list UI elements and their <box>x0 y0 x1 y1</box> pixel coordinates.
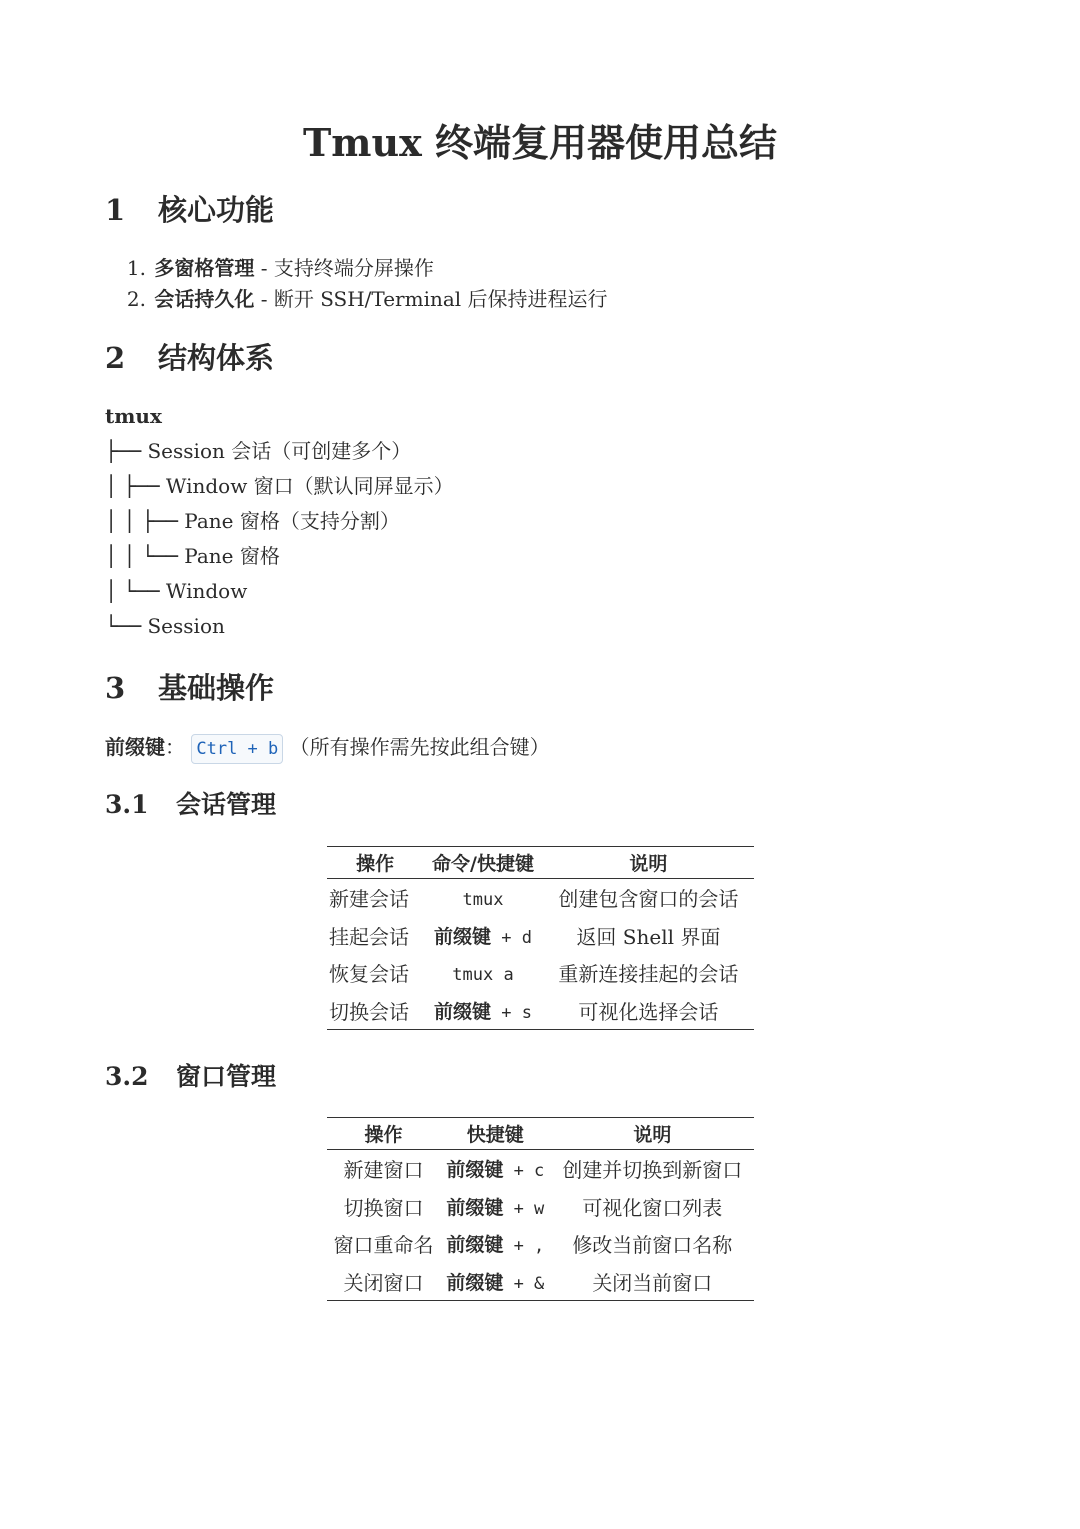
column-header: 快捷键 <box>440 1118 551 1150</box>
desc-cell: 创建并切换到新窗口 <box>562 1158 743 1183</box>
table-row <box>327 1188 754 1226</box>
list-item <box>120 284 608 315</box>
cmd-code: tmux <box>462 889 504 910</box>
section-number: 3.2 <box>105 1062 149 1091</box>
table-row <box>327 1150 754 1188</box>
tree-line: │ │ └── Pane 窗格 <box>105 544 280 568</box>
section-title: 结构体系 <box>158 341 275 375</box>
cmd-prefix: 前缀键 <box>434 1000 492 1023</box>
prefix-label: 前缀键 <box>105 735 165 759</box>
desc-cell: 可视化窗口列表 <box>582 1195 723 1220</box>
cmd-cell <box>440 1225 551 1263</box>
cmd-code: + s <box>491 1002 532 1023</box>
section-title: 窗口管理 <box>176 1062 277 1091</box>
prefix-note: （所有操作需先按此组合键） <box>289 735 550 759</box>
desc-cell: 返回 Shell 界面 <box>576 924 721 949</box>
cmd-prefix: 前缀键 <box>434 925 492 948</box>
cmd-code: + , <box>503 1236 545 1257</box>
list-index: 2. <box>126 287 146 311</box>
table-row <box>327 954 754 992</box>
column-header: 操作 <box>327 847 423 879</box>
column-header: 命令/快捷键 <box>423 847 543 879</box>
cmd-cell <box>440 1188 551 1226</box>
cmd-cell <box>440 1263 551 1301</box>
table-header-row <box>327 847 754 879</box>
prefix-colon: ： <box>165 735 185 759</box>
cmd-cell <box>423 992 543 1030</box>
cmd-code: + & <box>503 1273 545 1294</box>
section-number: 1 <box>105 193 126 227</box>
cmd-cell <box>423 879 543 917</box>
op-cell: 窗口重命名 <box>333 1233 434 1258</box>
section-heading-structure <box>105 338 274 378</box>
cmd-prefix: 前缀键 <box>446 1271 504 1294</box>
cmd-prefix: 前缀键 <box>446 1196 504 1219</box>
section-number: 3.1 <box>105 790 149 819</box>
table-header-row <box>327 1118 754 1150</box>
cmd-code: tmux a <box>452 964 514 985</box>
op-cell: 挂起会话 <box>329 924 409 949</box>
section-title: 基础操作 <box>158 671 275 705</box>
column-header: 说明 <box>543 847 754 879</box>
list-item <box>120 253 608 284</box>
cmd-cell <box>440 1150 551 1188</box>
cmd-cell <box>423 954 543 992</box>
op-cell: 新建会话 <box>329 887 409 912</box>
prefix-key-line <box>105 731 550 764</box>
tree-line: ├── Session 会话（可创建多个） <box>105 439 412 463</box>
page-title: Tmux 终端复用器使用总结 <box>303 120 777 165</box>
desc-cell: 可视化选择会话 <box>578 999 719 1024</box>
list-index: 1. <box>126 256 146 280</box>
desc-cell: 重新连接挂起的会话 <box>558 962 739 987</box>
tree-line: │ ├── Window 窗口（默认同屏显示） <box>105 474 454 498</box>
desc-cell: 关闭当前窗口 <box>592 1270 713 1295</box>
section-number: 2 <box>105 341 126 375</box>
table-row <box>327 992 754 1030</box>
tree-line: │ └── Window <box>105 579 248 603</box>
structure-tree <box>105 399 454 644</box>
section-number: 3 <box>105 671 126 705</box>
desc-cell: 修改当前窗口名称 <box>572 1233 733 1258</box>
column-header: 说明 <box>551 1118 754 1150</box>
table-row <box>327 917 754 955</box>
prefix-key-code: Ctrl + b <box>191 734 283 764</box>
op-cell: 恢复会话 <box>329 962 409 987</box>
op-cell: 切换窗口 <box>343 1195 424 1220</box>
section-title: 会话管理 <box>176 790 277 819</box>
feature-term: 会话持久化 <box>154 287 255 311</box>
column-header: 操作 <box>327 1118 440 1150</box>
cmd-code: + w <box>503 1198 545 1219</box>
feature-desc: - 支持终端分屏操作 <box>254 256 434 280</box>
tree-root: tmux <box>105 404 162 428</box>
section-title: 核心功能 <box>158 193 275 227</box>
session-table <box>327 846 754 1030</box>
section-heading-basic-ops <box>105 668 274 708</box>
section-heading-core-features <box>105 190 274 230</box>
cmd-prefix: 前缀键 <box>446 1159 504 1182</box>
op-cell: 关闭窗口 <box>343 1270 424 1295</box>
feature-desc: - 断开 SSH/Terminal 后保持进程运行 <box>254 287 608 311</box>
table-row <box>327 1263 754 1301</box>
tree-line: └── Session <box>105 614 225 638</box>
desc-cell: 创建包含窗口的会话 <box>558 887 739 912</box>
cmd-code: + d <box>491 927 532 948</box>
table-row <box>327 1225 754 1263</box>
feature-list <box>120 253 608 315</box>
subsection-heading-window <box>105 1059 276 1095</box>
op-cell: 新建窗口 <box>343 1158 424 1183</box>
op-cell: 切换会话 <box>329 999 409 1024</box>
feature-term: 多窗格管理 <box>154 256 255 280</box>
tree-line: │ │ ├── Pane 窗格（支持分割） <box>105 509 400 533</box>
cmd-code: + c <box>503 1161 545 1182</box>
table-row <box>327 879 754 917</box>
subsection-heading-session <box>105 787 276 823</box>
window-table <box>327 1117 754 1301</box>
cmd-prefix: 前缀键 <box>446 1234 504 1257</box>
cmd-cell <box>423 917 543 955</box>
